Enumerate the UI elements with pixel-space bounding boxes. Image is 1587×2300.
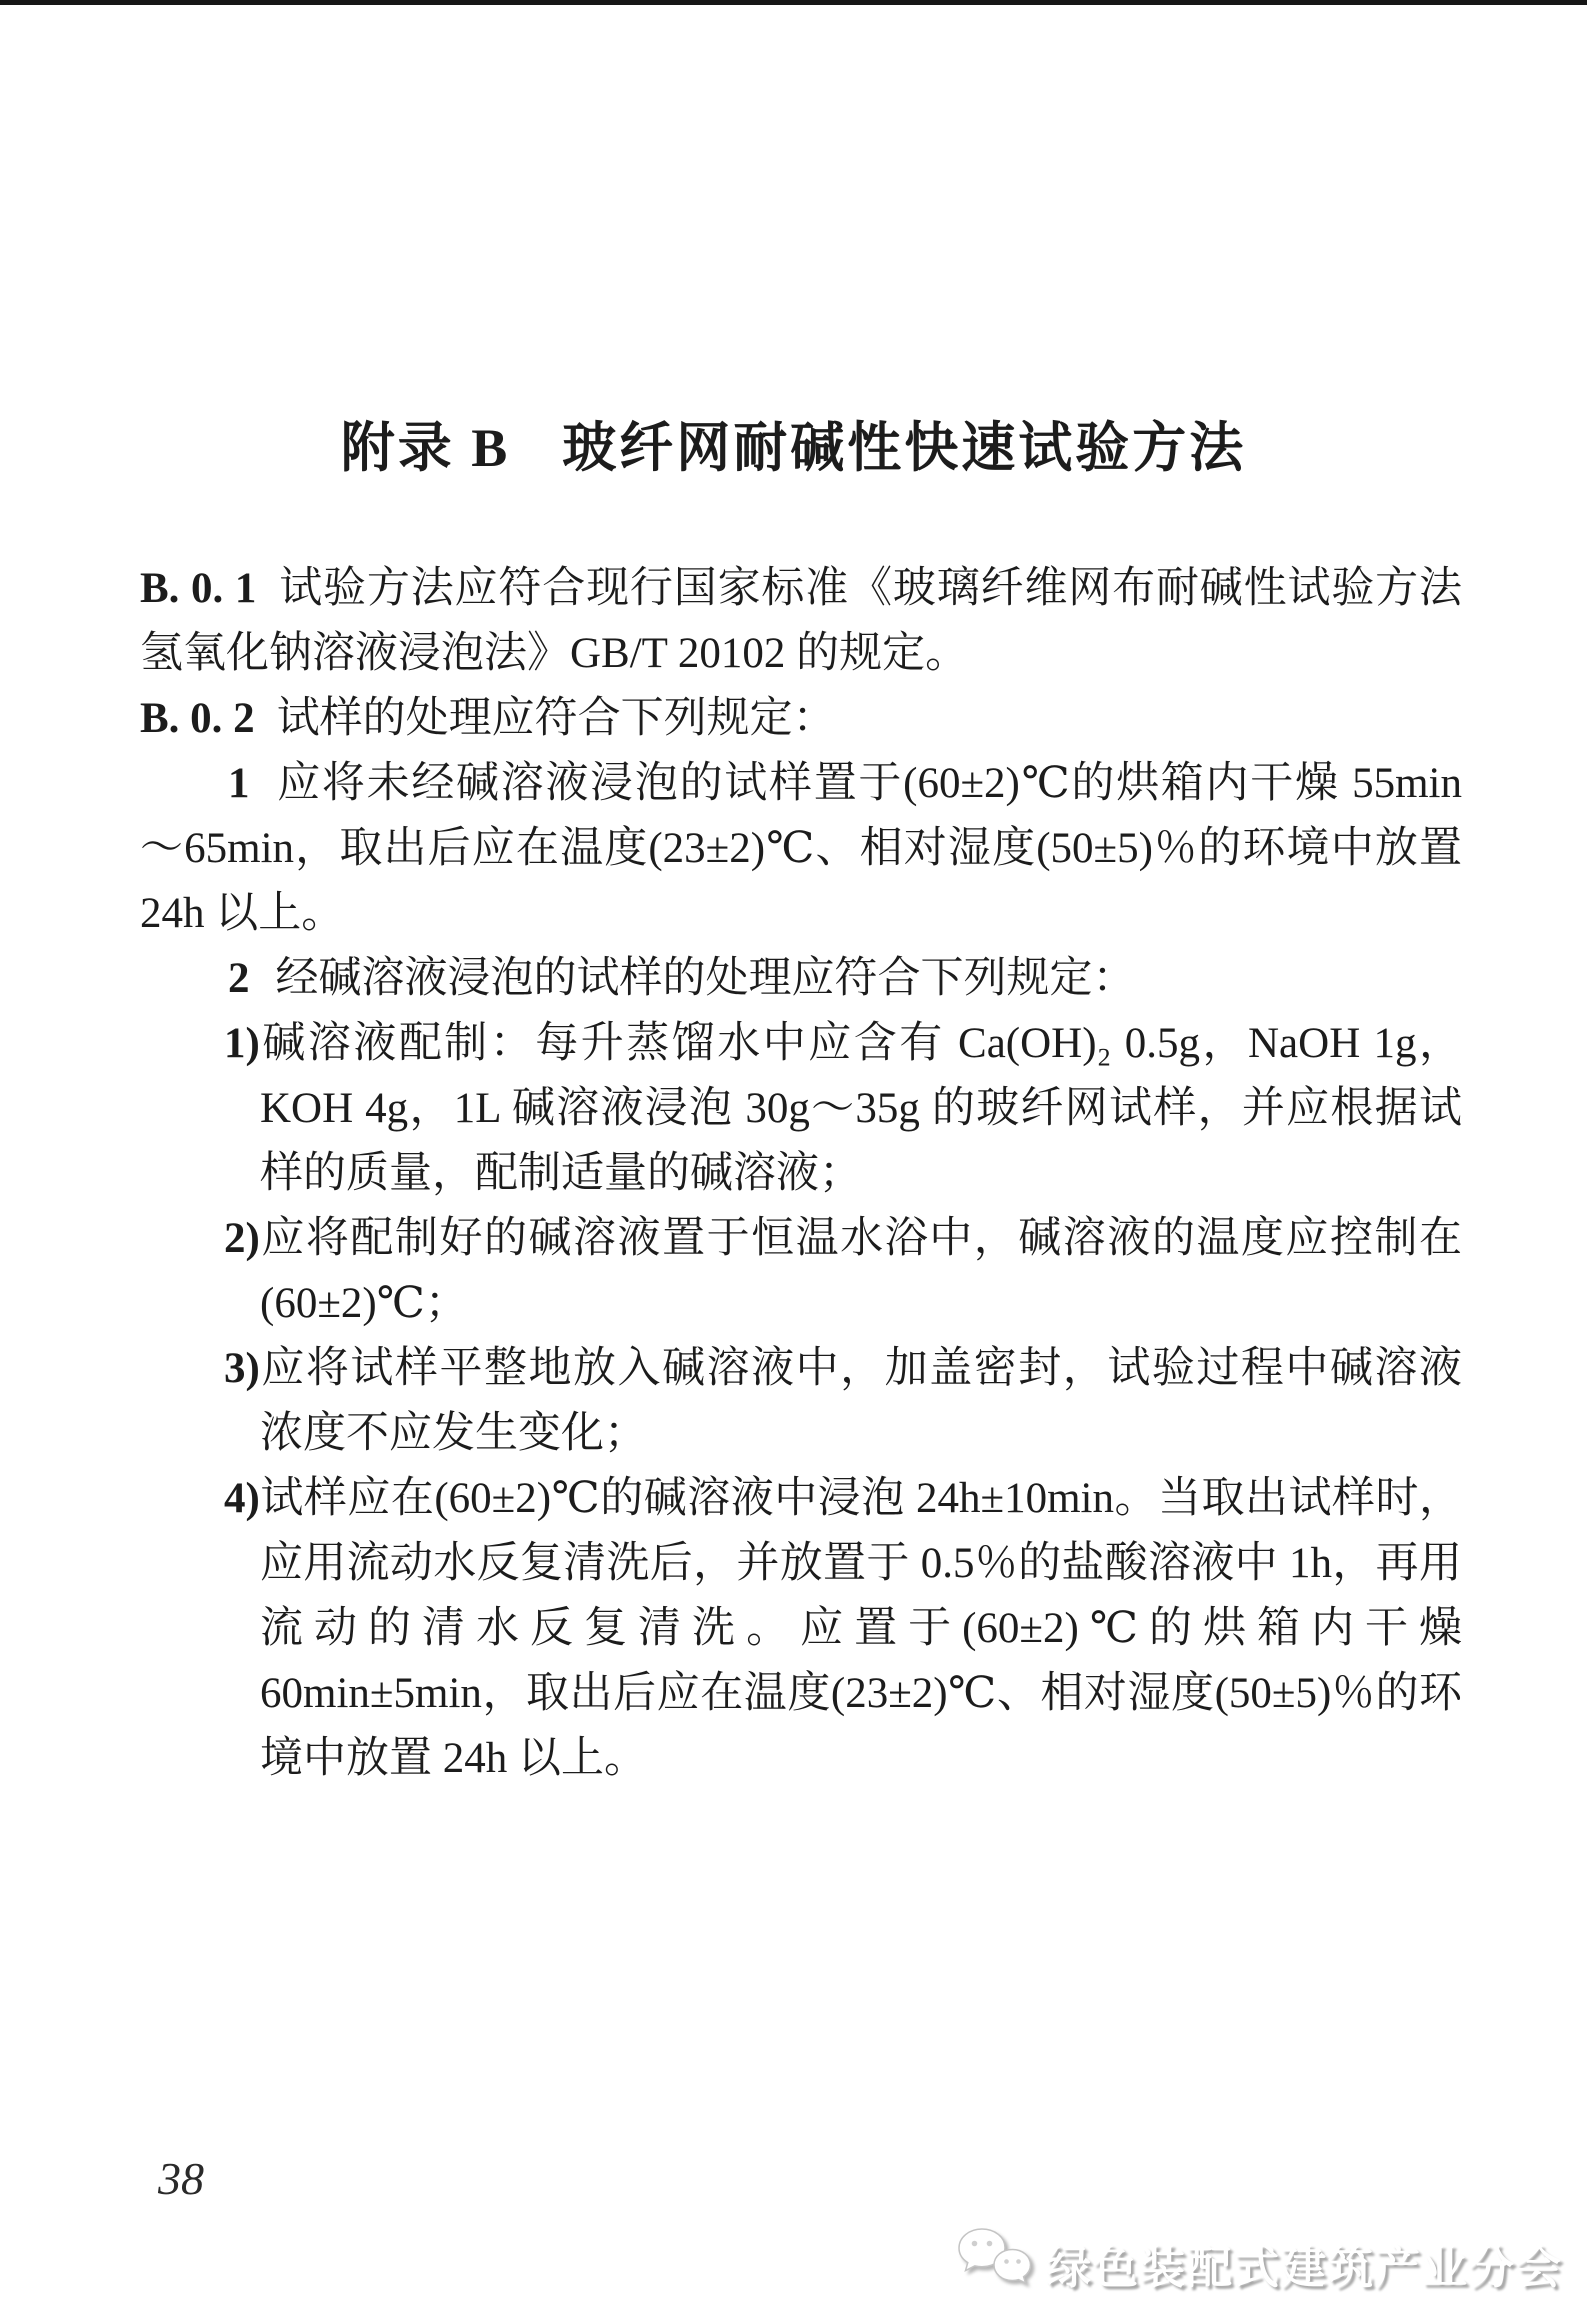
list-item-2-marker: 2 [228,955,250,1002]
sub-item-4-marker: 4) [224,1475,260,1522]
sub-item-2 [140,1206,1462,1336]
watermark-text: 绿色装配式建筑产业分会 [1045,2242,1563,2293]
document-body [140,556,1505,1791]
sub-item-3 [140,1336,1462,1466]
wechat-icon [956,2226,1032,2300]
appendix-label: 附录 B [340,418,511,478]
list-item-1-text: 应将未经碱溶液浸泡的试样置于(60±2)℃的烘箱内干燥 55min～65min，取出后应在温度(23±2)℃、相对湿度(50±5)％的环境中放置 24h 以上。 [140,760,1462,937]
top-border-rule [0,0,1587,5]
sub-item-2-marker: 2) [224,1215,260,1262]
title-text: 玻纤网耐碱性快速试验方法 [562,418,1247,478]
list-item-2-text: 经碱溶液浸泡的试样的处理应符合下列规定： [275,955,1136,1002]
sub-item-4-text: 试样应在(60±2)℃的碱溶液中浸泡 24h±10min。当取出试样时，应用流动水反复清洗后，并放置于 0.5％的盐酸溶液中 1h，再用流动的清水反复清洗。应置于(60±2)℃的烘箱内干燥 60min±5min，取出后应在温度(23±2)℃、相对湿度(50±5)％的环境中放置 24h 以上。 [259,1475,1462,1782]
clause-b02 [140,686,1462,751]
sub-item-1-text: 碱溶液配制：每升蒸馏水中应含有 Ca(OH)₂ 0.5g，NaOH 1g，KOH 4g，1L 碱溶液浸泡 30g～35g 的玻纤网试样，并应根据试样的质量，配制适量的碱溶液； [259,1020,1462,1197]
list-item-2 [140,946,1462,1011]
sub-item-4 [140,1466,1462,1791]
clause-b02-label: B. 0. 2 [140,695,255,742]
sub-item-1 [140,1011,1462,1206]
list-item-1 [140,751,1462,946]
sub-item-3-marker: 3) [224,1345,260,1392]
page-number: 38 [158,2153,204,2204]
clause-b01 [140,556,1505,686]
footer-watermark [956,2226,1563,2300]
sub-item-3-text: 应将试样平整地放入碱溶液中，加盖密封，试验过程中碱溶液浓度不应发生变化； [259,1345,1462,1457]
list-item-1-marker: 1 [228,760,250,807]
page-title [0,405,1587,482]
clause-b01-text: 试验方法应符合现行国家标准《玻璃纤维网布耐碱性试验方法 氢氧化钠溶液浸泡法》GB/T 20102 的规定。 [140,565,1505,677]
sub-item-1-marker: 1) [224,1020,260,1067]
clause-b01-label: B. 0. 1 [140,565,257,612]
sub-item-2-text: 应将配制好的碱溶液置于恒温水浴中，碱溶液的温度应控制在(60±2)℃； [259,1215,1462,1327]
clause-b02-text: 试样的处理应符合下列规定： [276,695,836,742]
